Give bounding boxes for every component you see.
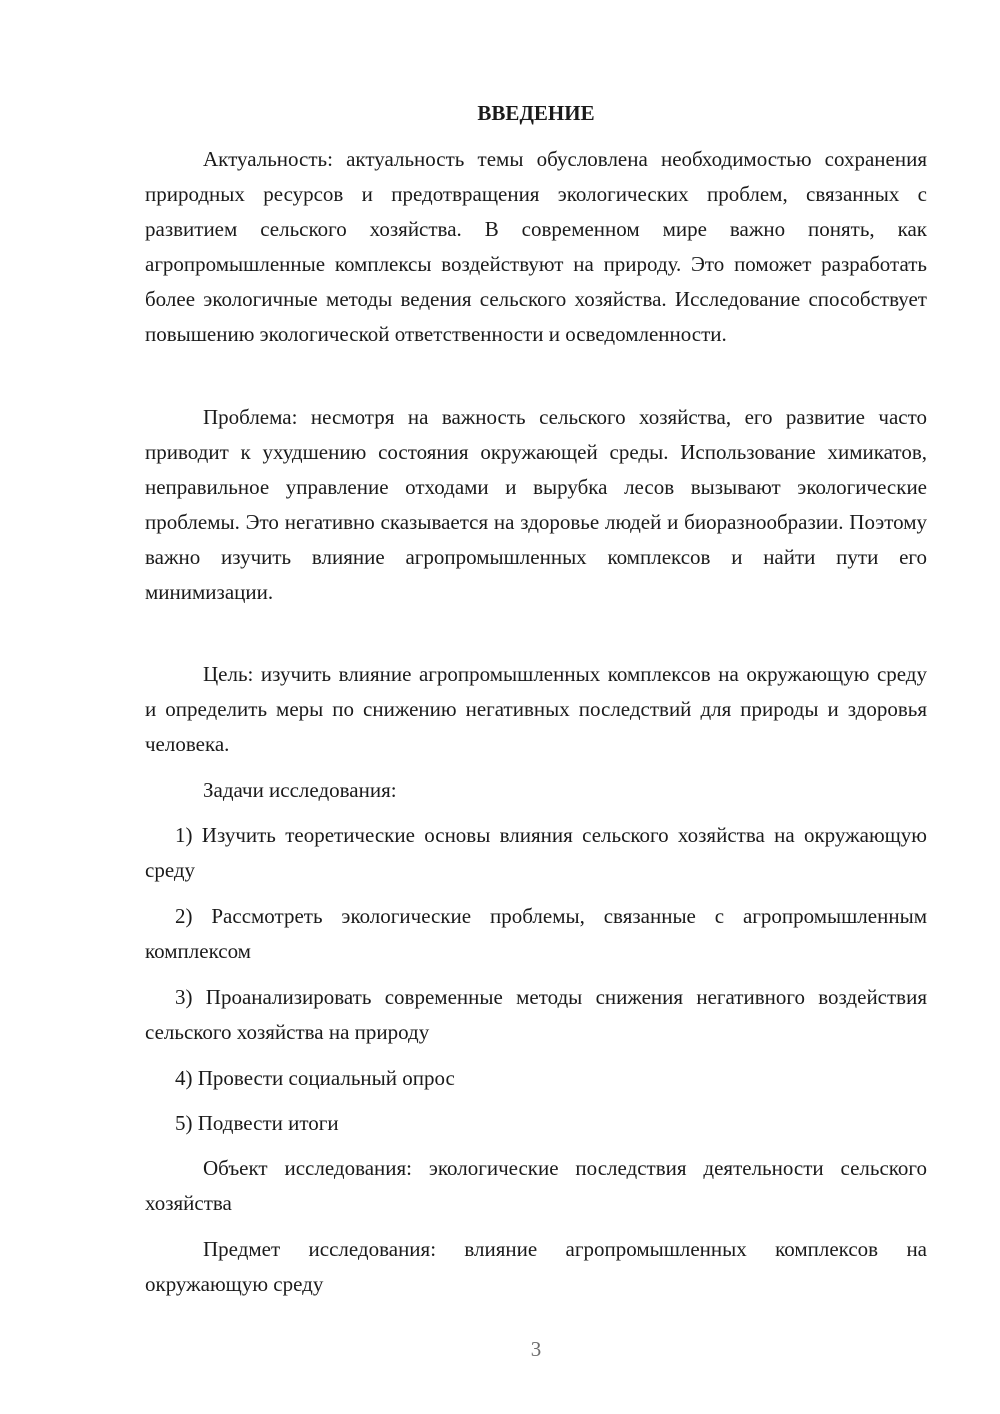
object-paragraph: Объект исследования: экологические последствия деятельности сельского хозяйства (145, 1156, 927, 1215)
goal-block (145, 657, 927, 762)
task-5-block (145, 1106, 927, 1141)
page-number: 3 (530, 1337, 542, 1361)
task-1-block (145, 818, 927, 888)
subject-paragraph: Предмет исследования: влияние агропромышленных комплексов на окружающую среду (145, 1237, 927, 1296)
relevance-paragraph: Актуальность: актуальность темы обусловлена необходимостью сохранения природных ресурсов и предотвращения экологических проблем, связанных с развитием сельского хозяйства. В современном мире важно понять, как агропромышленные комплексы воздействуют на природу. Это поможет разработать более экологичные методы ведения сельского хозяйства. Исследование способствует повышению экологической ответственности и осведомленности. (145, 147, 927, 346)
task-3-block (145, 980, 927, 1050)
task-2-block (145, 899, 927, 969)
section-title: ВВЕДЕНИЕ (477, 101, 595, 125)
tasks-heading: Задачи исследования: (203, 778, 397, 802)
task-item: 3) Проанализировать современные методы снижения негативного воздействия сельского хозяйства на природу (145, 985, 927, 1044)
problem-block (145, 400, 927, 610)
task-item: 2) Рассмотреть экологические проблемы, связанные с агропромышленным комплексом (145, 904, 927, 963)
tasks-heading-block (145, 773, 927, 808)
task-item: 1) Изучить теоретические основы влияния сельского хозяйства на окружающую среду (145, 823, 927, 882)
object-block (145, 1151, 927, 1221)
task-item: 5) Подвести итоги (175, 1111, 339, 1135)
subject-block (145, 1232, 927, 1302)
goal-paragraph: Цель: изучить влияние агропромышленных комплексов на окружающую среду и определить меры по снижению негативных последствий для природы и здоровья человека. (145, 662, 927, 756)
task-item: 4) Провести социальный опрос (175, 1066, 455, 1090)
task-4-block (145, 1061, 927, 1096)
relevance-block (145, 142, 927, 352)
problem-paragraph: Проблема: несмотря на важность сельского хозяйства, его развитие часто приводит к ухудшению состояния окружающей среды. Использование химикатов, неправильное управление отходами и вырубка лесов вызывают экологические проблемы. Это негативно сказывается на здоровье людей и биоразнообразии. Поэтому важно изучить влияние агропромышленных комплексов и найти пути его минимизации. (145, 405, 927, 604)
